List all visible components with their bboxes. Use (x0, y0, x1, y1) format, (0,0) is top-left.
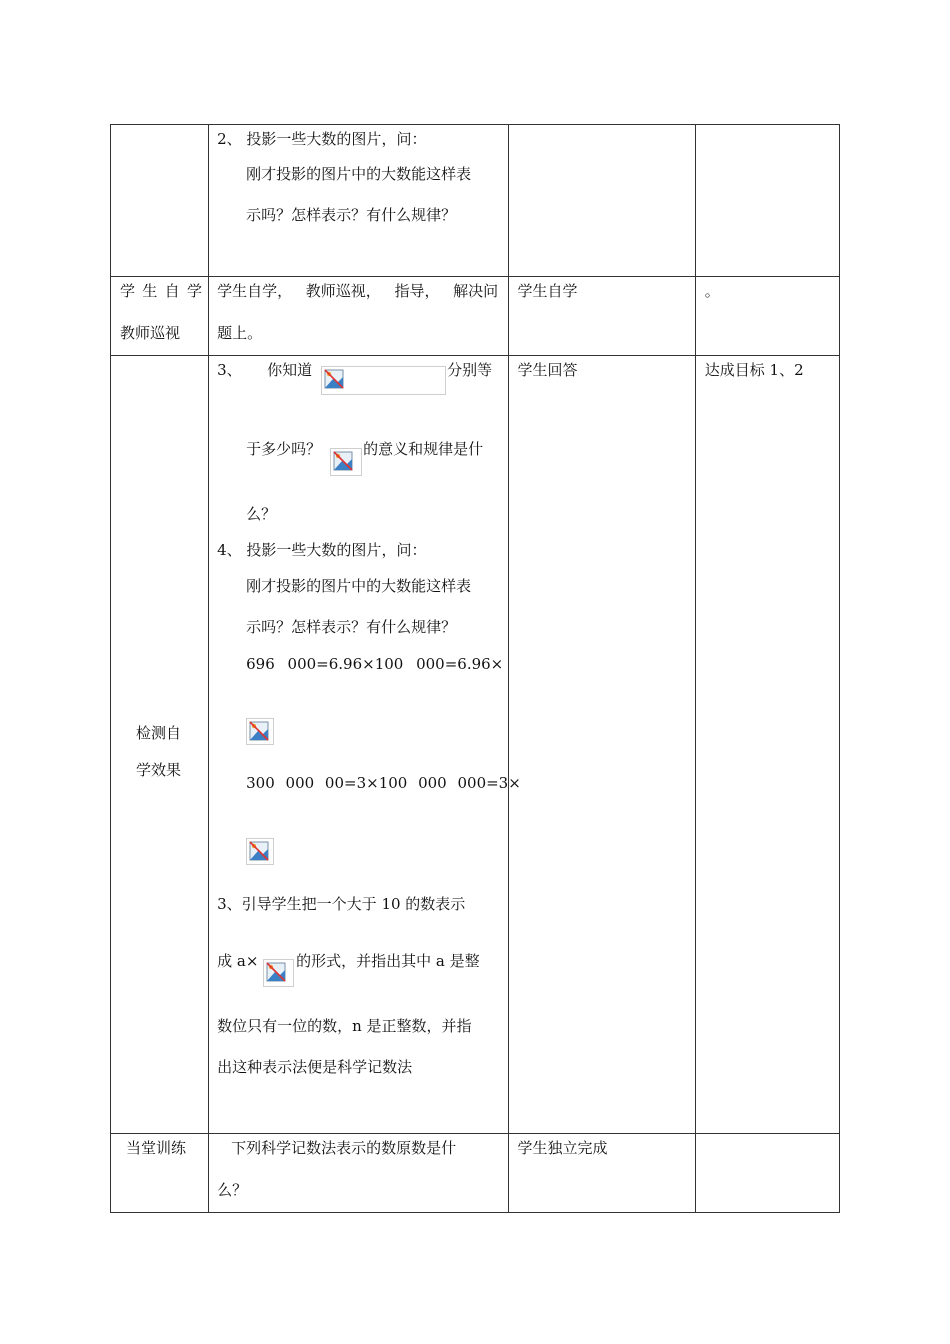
content-line: 学生自学， 教师巡视， 指导， 解决问 (217, 282, 499, 300)
equation-line: 696 000=6.96×100 000=6.96× (246, 655, 504, 673)
lesson-plan-table-wrapper (110, 124, 840, 1213)
row-label-cell (111, 356, 209, 1134)
goal-text: 达成目标 1、2 (704, 361, 804, 379)
content-cell (209, 1134, 508, 1213)
content-line: 么？ (217, 1181, 248, 1199)
activity-cell (508, 125, 695, 277)
content-line: 你知道 (267, 361, 313, 379)
activity-text: 学生回答 (517, 361, 578, 379)
goal-cell (695, 125, 839, 277)
content-line: 示吗？怎样表示？有什么规律？ (246, 206, 457, 224)
lesson-plan-table (110, 124, 840, 1213)
content-cell (209, 277, 508, 356)
activity-text: 学生自学 (517, 282, 578, 300)
row-label-line: 教师巡视 (120, 324, 181, 342)
row-label-line: 学效果 (136, 761, 182, 779)
goal-cell (695, 356, 839, 1134)
table-row (111, 1134, 840, 1213)
broken-image-icon (246, 718, 274, 745)
content-line: 3、引导学生把一个大于 10 的数表示 (217, 895, 466, 913)
content-line: 分别等 (447, 361, 493, 379)
content-line: 2、 投影一些大数的图片，问： (217, 130, 427, 148)
table-row (111, 277, 840, 356)
content-line: 的意义和规律是什 (363, 440, 484, 458)
broken-image-icon (263, 959, 294, 987)
activity-cell (508, 277, 695, 356)
content-line: 4、 投影一些大数的图片，问： (217, 541, 427, 559)
table-row (111, 125, 840, 277)
row-label-cell (111, 1134, 209, 1213)
activity-cell (508, 1134, 695, 1213)
goal-cell (695, 1134, 839, 1213)
row-label-line: 检测自 (136, 724, 182, 742)
goal-text: 。 (704, 282, 720, 300)
content-line: 的形式，并指出其中 a 是整 (296, 952, 480, 970)
row-label-line: 当堂训练 (126, 1139, 187, 1157)
broken-image-icon (321, 366, 446, 395)
broken-image-icon (246, 838, 274, 865)
content-line: 成 a× (217, 952, 259, 970)
content-line: 刚才投影的图片中的大数能这样表 (246, 165, 472, 183)
content-cell (209, 125, 508, 277)
content-line: 于多少吗？ (246, 440, 322, 458)
content-line: 数位只有一位的数，n 是正整数，并指 (217, 1017, 472, 1035)
content-cell (209, 356, 521, 1134)
content-line: 出这种表示法便是科学记数法 (217, 1058, 413, 1076)
content-line: 刚才投影的图片中的大数能这样表 (246, 577, 472, 595)
content-line: 下列科学记数法表示的数原数是什 (231, 1139, 457, 1157)
row-label-cell (111, 125, 209, 277)
question-number: 3、 (217, 361, 242, 379)
broken-image-icon (330, 448, 362, 476)
table-row (111, 356, 840, 1134)
activity-cell (508, 356, 695, 1134)
content-line: 么？ (246, 505, 277, 523)
row-label-cell (111, 277, 209, 356)
content-line: 示吗？怎样表示？有什么规律？ (246, 618, 457, 636)
goal-cell (695, 277, 839, 356)
content-line: 题上。 (217, 324, 263, 342)
equation-line: 300 000 00=3×100 000 000=3× (246, 774, 521, 792)
activity-text: 学生独立完成 (517, 1139, 608, 1157)
row-label-line: 学 生 自 学 (120, 282, 202, 300)
